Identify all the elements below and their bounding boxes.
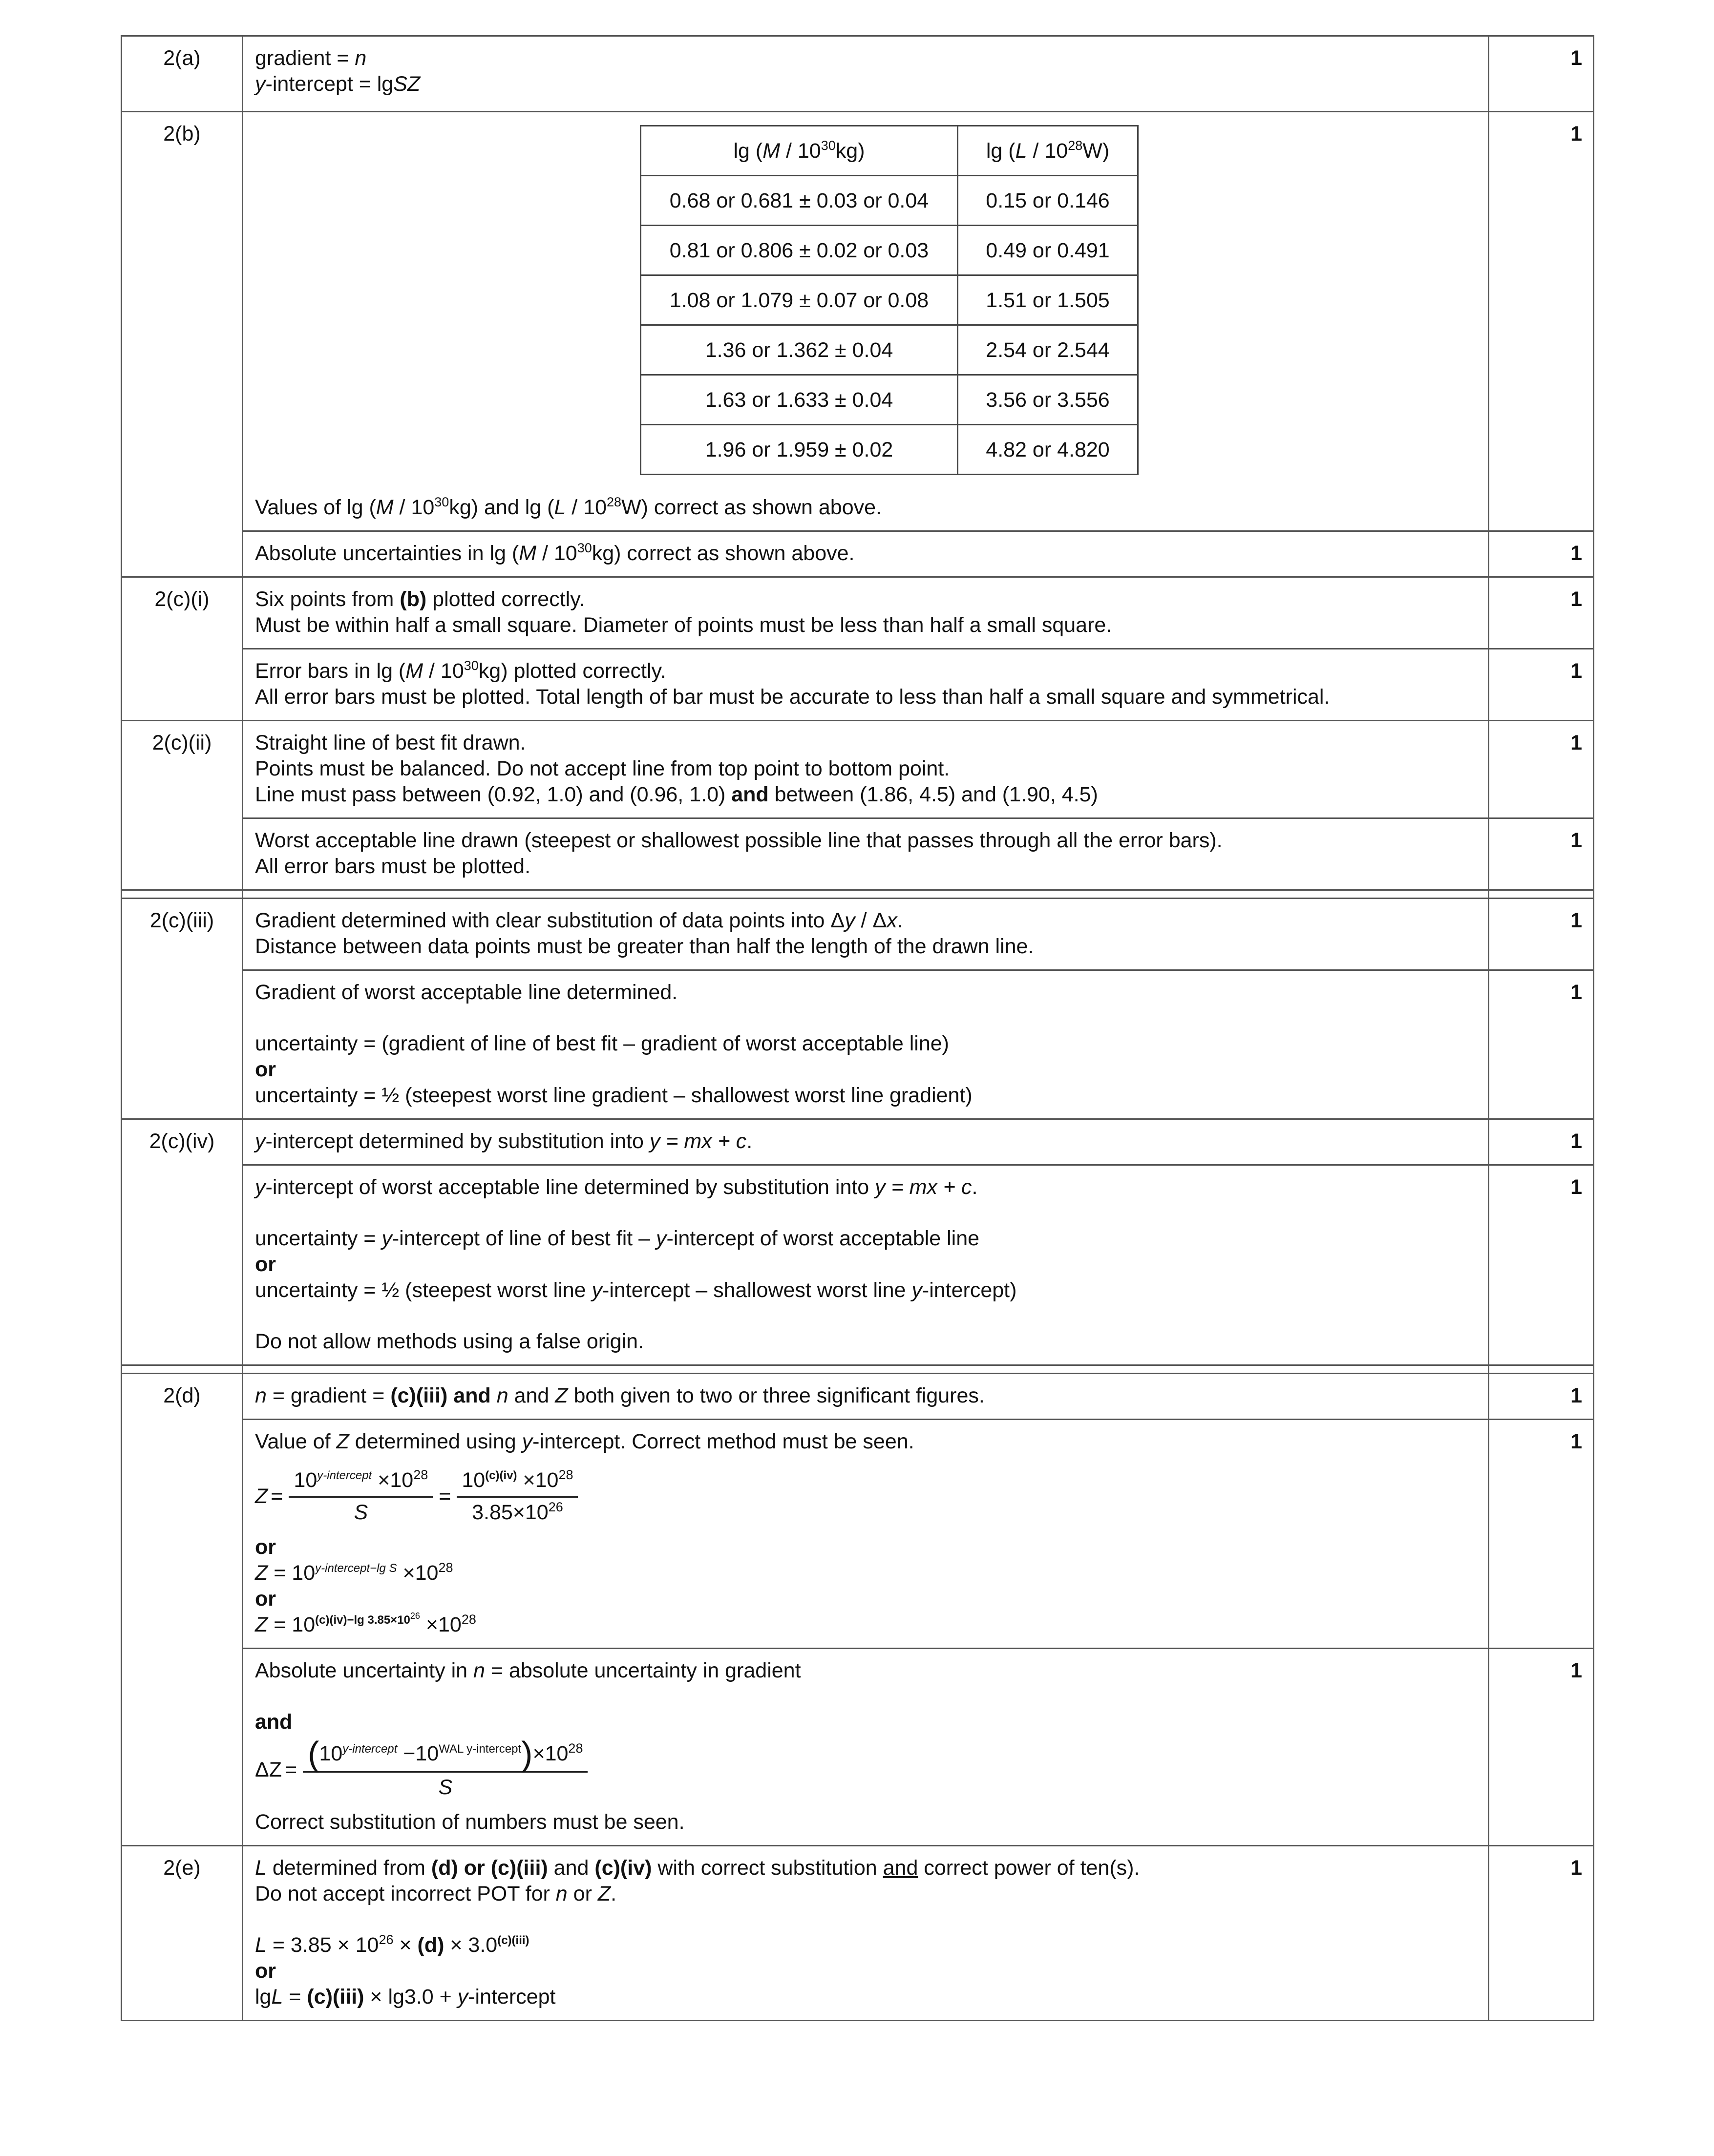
row-2b <box>122 112 1594 531</box>
cell-lg-m: 1.08 or 1.079 ± 0.07 or 0.08 <box>641 275 958 325</box>
answer-line: L determined from (d) or (c)(iii) and (c)(iv) with correct substitution and correct power of ten(s). <box>255 1856 1140 1880</box>
answer-line: Error bars in $\lg (M / 10^{30}kg)$ plotted correctly. <box>255 658 666 683</box>
formula-line: $Z = 10^{y-intercept-lg S} \times 10^{28}$ <box>255 1560 453 1585</box>
fraction: $\frac{10^{y-intercept} \times 10^{28}}{S}$ <box>289 1467 433 1526</box>
answer-line: Worst acceptable line drawn (steepest or shallowest possible line that passes through all the error bars). <box>255 829 1223 852</box>
section-divider <box>122 890 1594 899</box>
answer-line: Values of $\lg (M / 10^{30}kg)$ and $\lg (L / 10^{28}W)$ correct as shown above. <box>255 495 882 519</box>
question-label: 2(e) <box>122 1846 243 2021</box>
data-table-row <box>641 176 1138 226</box>
row-2cii <box>122 721 1594 818</box>
answer-cell <box>243 1846 1489 2021</box>
formula-delta-z: ΔZ = $\frac{(10^{y-intercept} -10^{WAL y-intercept})\times 10^{28}}{S}$ <box>255 1739 1476 1800</box>
answer-line: Straight line of best fit drawn. <box>255 731 526 754</box>
or-keyword: or <box>255 1058 276 1081</box>
section-divider <box>122 1365 1594 1374</box>
answer-cell <box>243 577 1489 649</box>
mark-value: 1 <box>1489 1649 1594 1846</box>
cell-lg-m: 1.63 or 1.633 ± 0.04 <box>641 375 958 425</box>
row-2e <box>122 1846 1594 2021</box>
fraction: $\frac{10^{(c)(iv)} \times 10^{28}}{3.85\times 10^{26}}$ <box>457 1467 578 1526</box>
mark-scheme-table <box>121 35 1594 2021</box>
mark-value: 1 <box>1489 899 1594 970</box>
formula-line: $L = 3.85 \times 10^{26} \times (d) \times 3.0^{(c)(iii)}$ <box>255 1932 529 1957</box>
answer-line: Gradient of worst acceptable line determined. <box>255 981 678 1004</box>
header-lg-m: $\lg (M / 10^{30}kg)$ <box>641 126 958 176</box>
row-2civ <box>122 1119 1594 1165</box>
mark-value: 1 <box>1489 721 1594 818</box>
row-2d-c <box>122 1649 1594 1846</box>
var: n <box>355 46 367 70</box>
answer-line: All error bars must be plotted. Total length of bar must be accurate to less than half a small square and symmetrical. <box>255 685 1330 709</box>
answer-line: Do not accept incorrect POT for n or Z. <box>255 1882 617 1905</box>
row-2a <box>122 36 1594 112</box>
answer-cell <box>243 1165 1489 1365</box>
cell-lg-m: 0.68 or 0.681 ± 0.03 or 0.04 <box>641 176 958 226</box>
answer-cell <box>243 1374 1489 1420</box>
cell-lg-l: 0.49 or 0.491 <box>958 226 1138 275</box>
answer-line: n = gradient = (c)(iii) and n and Z both given to two or three significant figures. <box>255 1384 985 1407</box>
mark-value: 1 <box>1489 112 1594 531</box>
answer-line: Must be within half a small square. Diameter of points must be less than half a small square. <box>255 613 1112 637</box>
data-table-row <box>641 226 1138 275</box>
row-2b-abs <box>122 531 1594 577</box>
row-2ci-b <box>122 649 1594 721</box>
mark-value: 1 <box>1489 1846 1594 2021</box>
row-2cii-b <box>122 818 1594 890</box>
cell-lg-m: 1.36 or 1.362 ± 0.04 <box>641 325 958 375</box>
cell-lg-l: 1.51 or 1.505 <box>958 275 1138 325</box>
cell-lg-m: 1.96 or 1.959 ± 0.02 <box>641 425 958 475</box>
row-2ciii-b <box>122 970 1594 1119</box>
answer-line: y-intercept determined by substitution into y = mx + c. <box>255 1130 753 1153</box>
answer-line: Do not allow methods using a false origin. <box>255 1330 644 1353</box>
or-keyword: or <box>255 1959 276 1983</box>
question-label: 2(b) <box>122 112 243 577</box>
answer-cell <box>243 1420 1489 1649</box>
answer-line: y-intercept of worst acceptable line determined by substitution into y = mx + c. <box>255 1175 978 1199</box>
row-2d-b <box>122 1420 1594 1649</box>
row-2d <box>122 1374 1594 1420</box>
data-table-row <box>641 425 1138 475</box>
mark-value: 1 <box>1489 577 1594 649</box>
answer-cell <box>243 531 1489 577</box>
answer-cell <box>243 899 1489 970</box>
answer-line: All error bars must be plotted. <box>255 855 531 878</box>
cell-lg-l: 3.56 or 3.556 <box>958 375 1138 425</box>
mark-value: 1 <box>1489 1119 1594 1165</box>
answer-line: uncertainty = y-intercept of line of best fit – y-intercept of worst acceptable line <box>255 1227 980 1250</box>
data-table-header <box>641 126 1138 176</box>
or-keyword: or <box>255 1587 276 1611</box>
answer-cell <box>243 36 1489 112</box>
answer-cell <box>243 970 1489 1119</box>
row-2ci <box>122 577 1594 649</box>
or-keyword: or <box>255 1253 276 1276</box>
answer-cell <box>243 818 1489 890</box>
answer-line: uncertainty = ½ (steepest worst line gradient – shallowest worst line gradient) <box>255 1084 973 1107</box>
cell-lg-l: 4.82 or 4.820 <box>958 425 1138 475</box>
question-label: 2(c)(i) <box>122 577 243 721</box>
answer-line: Line must pass between (0.92, 1.0) and (0.96, 1.0) and between (1.86, 4.5) and (1.90, 4.5) <box>255 783 1098 806</box>
cell-lg-l: 2.54 or 2.544 <box>958 325 1138 375</box>
answer-line <box>255 71 1476 97</box>
fraction: $\frac{(10^{y-intercept} -10^{WAL y-intercept})\times 10^{28}}{S}$ <box>303 1739 588 1800</box>
answer-cell <box>243 649 1489 721</box>
answer-cell <box>243 1119 1489 1165</box>
answer-line: uncertainty = (gradient of line of best fit – gradient of worst acceptable line) <box>255 1032 949 1055</box>
data-table-row <box>641 275 1138 325</box>
row-2ciii <box>122 899 1594 970</box>
answer-line: Gradient determined with clear substitution of data points into Δy / Δx. <box>255 909 903 932</box>
header-lg-l: $\lg (L / 10^{28}W)$ <box>958 126 1138 176</box>
mark-value: 1 <box>1489 649 1594 721</box>
question-label: 2(a) <box>122 36 243 112</box>
answer-line: Six points from (b) plotted correctly. <box>255 587 585 611</box>
data-table <box>640 125 1139 475</box>
answer-line: Distance between data points must be greater than half the length of the drawn line. <box>255 935 1034 958</box>
text: -intercept = lg <box>265 72 394 96</box>
answer-cell <box>243 1649 1489 1846</box>
and-keyword: and <box>255 1710 293 1734</box>
var: y <box>255 72 266 96</box>
question-label: 2(d) <box>122 1374 243 1846</box>
answer-cell <box>243 112 1489 531</box>
answer-line: Value of Z determined using y-intercept. Correct method must be seen. <box>255 1430 914 1453</box>
row-2civ-b <box>122 1165 1594 1365</box>
mark-value: 1 <box>1489 818 1594 890</box>
mark-value: 1 <box>1489 1420 1594 1649</box>
answer-line: Absolute uncertainty in n = absolute uncertainty in gradient <box>255 1659 801 1682</box>
answer-cell <box>243 721 1489 818</box>
cell-lg-l: 0.15 or 0.146 <box>958 176 1138 226</box>
var: SZ <box>393 72 421 96</box>
question-label: 2(c)(iii) <box>122 899 243 1119</box>
question-label: 2(c)(ii) <box>122 721 243 890</box>
answer-line: uncertainty = ½ (steepest worst line y-intercept – shallowest worst line y-intercept) <box>255 1278 1017 1302</box>
question-label: 2(c)(iv) <box>122 1119 243 1365</box>
mark-value: 1 <box>1489 1165 1594 1365</box>
answer-line: Points must be balanced. Do not accept line from top point to bottom point. <box>255 757 950 780</box>
data-table-row <box>641 325 1138 375</box>
formula-line: $Z = 10^{(c)(iv)-lg 3.85\times 1026} \times 10^{28}$ <box>255 1611 476 1636</box>
mark-value: 1 <box>1489 1374 1594 1420</box>
mark-value: 1 <box>1489 36 1594 112</box>
text: gradient = <box>255 46 355 70</box>
answer-line: Correct substitution of numbers must be seen. <box>255 1810 685 1834</box>
cell-lg-m: 0.81 or 0.806 ± 0.02 or 0.03 <box>641 226 958 275</box>
mark-value: 1 <box>1489 531 1594 577</box>
formula-line: lgL = (c)(iii) × lg3.0 + y-intercept <box>255 1985 556 2009</box>
or-keyword: or <box>255 1535 276 1559</box>
formula-z: Z = $\frac{10^{y-intercept} \times 10^{28}}{S}$ = $\frac{10^{(c)(iv)} \times 10^{28}}{3.85\times 10^{26}}$ <box>255 1467 1476 1526</box>
answer-line <box>255 45 1476 71</box>
mark-value: 1 <box>1489 970 1594 1119</box>
data-table-row <box>641 375 1138 425</box>
answer-line: Absolute uncertainties in $\lg (M / 10^{30}kg)$ correct as shown above. <box>255 541 855 565</box>
